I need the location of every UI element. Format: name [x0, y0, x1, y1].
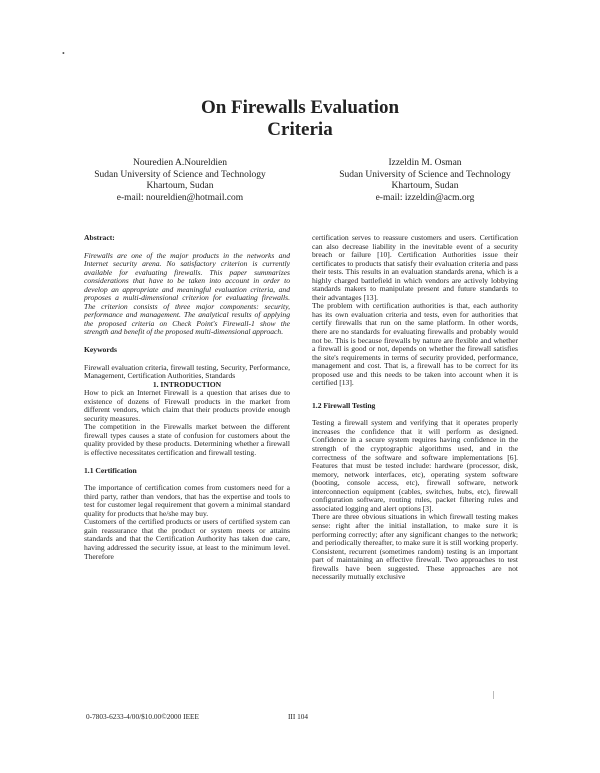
intro-paragraph-2: The competition in the Firewalls market between the different firewall types causes a state of confusion for customers about the quality provided by these products. Determining whether a firewall is effective necessitates certification and firewall testing.	[84, 422, 290, 458]
footer-page-number: III 104	[288, 712, 309, 721]
author-email: e-mail: izzeldin@acm.org	[375, 192, 475, 203]
certification-continued-1: certification serves to reassure customers and users. Certification can also decrease liability in the inevitable event of a security breach or failure [10]. Certification Authorities issue their certificates to products that satisfy their evaluation criteria and pass their tests. This results in an evaluation standards arena, which is a highly charged battlefield in which vendors are actively lobbying standards makers to manipulate present and future standards to their advantages [13].	[312, 233, 518, 302]
scan-mark-top-left: •	[62, 49, 65, 58]
paper-title	[0, 97, 600, 141]
author-affiliation: Sudan University of Science and Technology	[339, 169, 511, 180]
certification-heading: 1.1 Certification	[84, 465, 137, 475]
author-name: Nouredien A.Noureldien	[133, 158, 227, 168]
author-email: e-mail: noureldien@hotmail.com	[116, 192, 244, 203]
left-column	[84, 234, 290, 561]
introduction-heading: 1. INTRODUCTION	[152, 379, 222, 389]
certification-paragraph-2: Customers of the certified products or users of certified system can gain reassurance that the product or system meets or attains standards and that the Certification Authority has taken due care, having addressed the security issue, at least to the minimum level. Therefore	[84, 517, 290, 561]
firewall-testing-paragraph-2: There are three obvious situations in which firewall testing makes sense: right after the initial installation, to make sure it is performing correctly; after any significant changes to the network; and periodically thereafter, to make sure it is still working properly. Consistent, recurrent (sometimes random) testing is an important part of maintaining an effective firewall. Two approaches to test firewalls have been suggested. These approaches are not necessarily mutually exclusive	[312, 512, 518, 582]
firewall-testing-heading: 1.2 Firewall Testing	[312, 400, 376, 410]
footer-isbn: 0-7803-6233-4/00/$10.00©2000 IEEE	[86, 712, 199, 721]
abstract-heading: Abstract:	[84, 233, 115, 242]
author-name: Izzeldin M. Osman	[388, 158, 462, 168]
author-location: Khartoum, Sudan	[146, 181, 214, 191]
author-location: Khartoum, Sudan	[391, 181, 459, 191]
keywords-text: Firewall evaluation criteria, firewall testing, Security, Performance, Management, Certification Authorities, Standards	[84, 362, 290, 381]
keywords-heading: Keywords	[84, 345, 117, 355]
right-column	[312, 234, 518, 582]
certification-continued-2: The problem with certification authorities is that, each authority has its own evaluation criteria and tests, even for authorities that certify firewalls that run on the same platform. In other words, there are no standards for evaluating firewalls and probably would not be. This is because firewalls by nature are flexible and whether a firewall is good or not, depends on whether the firewall satisfies the site's requirements in terms of security provided, performance, management and cost. That is, a firewall has to be correct for its proposed use and this needs to be taken into account when it is certified [13].	[312, 301, 518, 388]
paper-title-line-2: Criteria	[267, 119, 333, 140]
certification-paragraph-1: The importance of certification comes from customers need for a third party, rather than vendors, that has the expertise and tools to test for customer legal requirement that govern a minimal standard quality for products that he/she may buy.	[84, 483, 290, 518]
author-block-2	[300, 158, 550, 204]
author-affiliation: Sudan University of Science and Technology	[94, 169, 266, 180]
firewall-testing-paragraph-1: Testing a firewall system and verifying that it operates properly increases the confidence that it will perform as designed. Confidence in a secure system requires having confidence in the strength of the cryptographic algorithms used, and in the correctness of the software and software implementations [6]. Features that must be tested include: hardware (processor, disk, memory, network interfaces, etc), operating system software (booting, console access, etc), firewall software, network interconnection equipment (cables, switches, hubs, etc), firewall configuration software, routing rules, packet filtering rules and associated logging and alert options [3].	[312, 418, 518, 513]
scan-mark-bottom-right: |	[493, 690, 495, 699]
paper-title-line-1: On Firewalls Evaluation	[200, 97, 400, 118]
author-block-1	[55, 158, 305, 204]
abstract-text: Firewalls are one of the major products in the networks and Internet security arena. No satisfactory criterion is currently available for evaluating firewalls. This paper summarizes considerations that have to be taken into account in order to develop an appropriate and meaningful evaluation criteria, and proposes a multi-dimensional criterion for evaluating firewalls. The criterion consists of three major components: security, performance and management. The analytical results of applying the proposed criteria on Check Point's Firewall-1 show the strength and benefit of the proposed multi-dimensional approach.	[84, 250, 290, 337]
intro-paragraph-1: How to pick an Internet Firewall is a question that arises due to existence of dozens of Firewall products in the market from different vendors, which claim that their products provide enough security measures.	[84, 388, 290, 423]
